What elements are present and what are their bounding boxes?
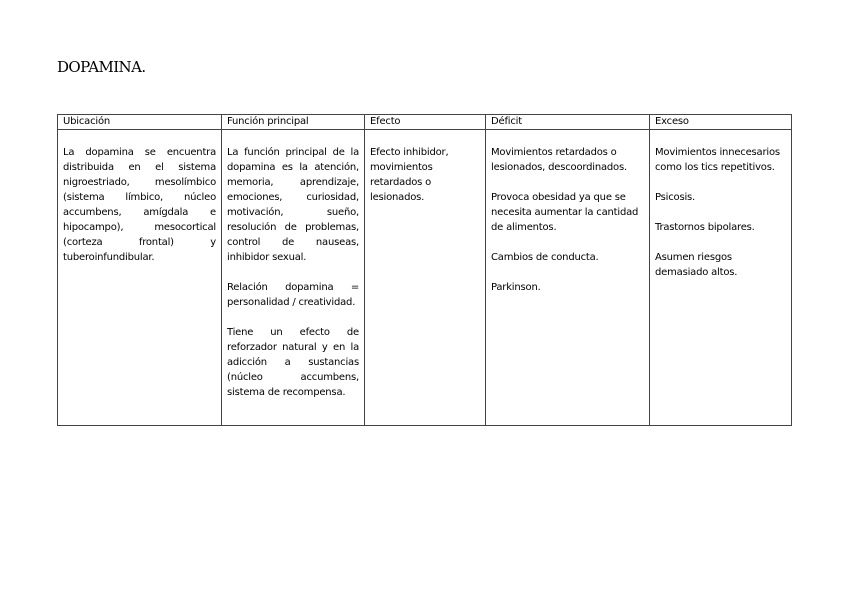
header-ubicacion: Ubicación xyxy=(58,115,222,130)
cell-paragraph: Psicosis. xyxy=(655,192,696,203)
header-deficit: Déficit xyxy=(486,115,650,130)
cell-paragraph: Trastornos bipolares. xyxy=(655,222,755,233)
document-title: DOPAMINA. xyxy=(57,58,146,76)
cell-paragraph: Relación dopamina = personalidad / creatividad. xyxy=(227,282,359,308)
cell-paragraph: Efecto inhibidor, movimientos retardados o lesionados. xyxy=(370,147,449,203)
cell-paragraph: La función principal de la dopamina es la atención, memoria, aprendizaje, emociones, curiosidad, motivación, sueño, resolución de problemas, control de nauseas, inhibidor sexual. xyxy=(227,147,359,263)
cell-exceso xyxy=(650,130,792,426)
cell-paragraph: Asumen riesgos demasiado altos. xyxy=(655,252,738,278)
cell-paragraph: Cambios de conducta. xyxy=(491,252,599,263)
cell-paragraph: Provoca obesidad ya que se necesita aumentar la cantidad de alimentos. xyxy=(491,192,639,233)
cell-paragraph: Tiene un efecto de reforzador natural y en la adicción a sustancias (núcleo accumbens, sistema de recompensa. xyxy=(227,327,359,398)
cell-deficit xyxy=(486,130,650,426)
cell-ubicacion xyxy=(58,130,222,426)
cell-paragraph: La dopamina se encuentra distribuida en el sistema nigroestriado, mesolímbico (sistema límbico, núcleo accumbens, amígdala e hipocampo), mesocortical (corteza frontal) y tuberoinfundibular. xyxy=(63,147,216,263)
cell-efecto xyxy=(365,130,486,426)
dopamine-table xyxy=(57,114,792,426)
cell-paragraph: Movimientos innecesarios como los tics repetitivos. xyxy=(655,147,780,173)
header-efecto: Efecto xyxy=(365,115,486,130)
cell-funcion-principal xyxy=(222,130,365,426)
cell-paragraph: Movimientos retardados o lesionados, descoordinados. xyxy=(491,147,627,173)
header-funcion-principal: Función principal xyxy=(222,115,365,130)
table-row xyxy=(58,130,792,426)
cell-paragraph: Parkinson. xyxy=(491,282,541,293)
table-header-row xyxy=(58,115,792,130)
header-exceso: Exceso xyxy=(650,115,792,130)
